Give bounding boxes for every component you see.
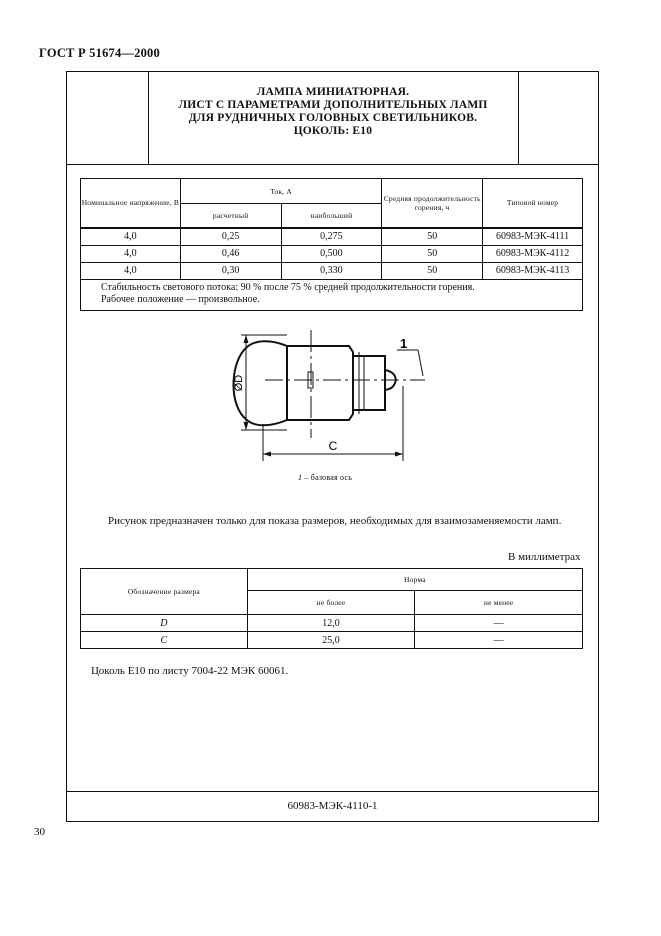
standard-number: ГОСТ Р 51674—2000 <box>39 46 160 60</box>
table-row <box>81 262 583 279</box>
cell-calc: 0,30 <box>180 262 281 279</box>
base-note: Цоколь Е10 по листу 7004-22 МЭК 60061. <box>91 665 289 677</box>
lamp-drawing <box>225 326 440 468</box>
bulb-body <box>287 346 353 420</box>
table-note <box>81 279 583 310</box>
cell-life: 50 <box>382 245 483 262</box>
title-line: ЛИСТ С ПАРАМЕТРАМИ ДОПОЛНИТЕЛЬНЫХ ЛАМП <box>178 99 488 111</box>
cell-calc: 0,25 <box>180 228 281 246</box>
header-current: Ток, А <box>180 179 382 204</box>
cell-symbol: C <box>81 632 248 649</box>
figure-caption <box>298 473 352 482</box>
cell-max: 12,0 <box>247 615 415 632</box>
table-row <box>81 615 583 632</box>
header-voltage: Номинальное напряжение, В <box>81 179 181 228</box>
page-number: 30 <box>34 826 45 838</box>
cell-max: 25,0 <box>247 632 415 649</box>
note-position: Рабочее положение — произвольное. <box>101 293 260 305</box>
header-life: Средняя продолжительность горения, ч <box>382 179 483 228</box>
cell-min: — <box>415 615 583 632</box>
title-line: ЦОКОЛЬ: Е10 <box>293 125 373 137</box>
caption-number: 1 <box>298 473 303 482</box>
cell-voltage: 4,0 <box>81 262 181 279</box>
cell-life: 50 <box>382 262 483 279</box>
header-current-calc: расчетный <box>180 204 281 228</box>
header-designation: Обозначение размера <box>81 569 248 615</box>
title-divider <box>67 164 598 165</box>
header-norm-max: не более <box>247 591 415 615</box>
cell-max: 0,500 <box>281 245 382 262</box>
label-c: C <box>328 439 338 453</box>
title-line: ДЛЯ РУДНИЧНЫХ ГОЛОВНЫХ СВЕТИЛЬНИКОВ. <box>188 112 478 124</box>
figure-note: Рисунок предназначен только для показа размеров, необходимых для взаимозаменяемости ламп. <box>108 515 562 527</box>
table-note-row <box>81 279 583 310</box>
note-stability: Стабильность светового потока: 90 % после 75 % средней продолжительности горения. <box>101 281 475 293</box>
lamp-base <box>353 356 385 410</box>
header-norm: Норма <box>247 569 582 591</box>
cell-type: 60983-МЭК-4112 <box>483 245 583 262</box>
caption-text: – базовая ось <box>302 473 353 482</box>
header-norm-min: не менее <box>415 591 583 615</box>
header-current-max: наибольший <box>281 204 382 228</box>
title-right-border <box>518 72 519 164</box>
cell-life: 50 <box>382 228 483 246</box>
units-label: В миллиметрах <box>508 551 581 563</box>
sheet-footer: 60983-МЭК-4110-1 <box>66 791 599 822</box>
sheet-title <box>148 86 518 138</box>
cell-min: — <box>415 632 583 649</box>
label-1: 1 <box>400 336 408 351</box>
dims-table <box>80 568 583 649</box>
cell-type: 60983-МЭК-4113 <box>483 262 583 279</box>
cell-voltage: 4,0 <box>81 245 181 262</box>
header-type: Типовой номер <box>483 179 583 228</box>
cell-type: 60983-МЭК-4111 <box>483 228 583 246</box>
label-d: ØD <box>233 374 245 392</box>
cell-max: 0,275 <box>281 228 382 246</box>
table-row <box>81 632 583 649</box>
cell-symbol: D <box>81 615 248 632</box>
params-table <box>80 178 583 311</box>
cell-voltage: 4,0 <box>81 228 181 246</box>
title-line: ЛАМПА МИНИАТЮРНАЯ. <box>256 86 410 98</box>
table-row <box>81 228 583 246</box>
table-row <box>81 245 583 262</box>
cell-max: 0,330 <box>281 262 382 279</box>
cell-calc: 0,46 <box>180 245 281 262</box>
